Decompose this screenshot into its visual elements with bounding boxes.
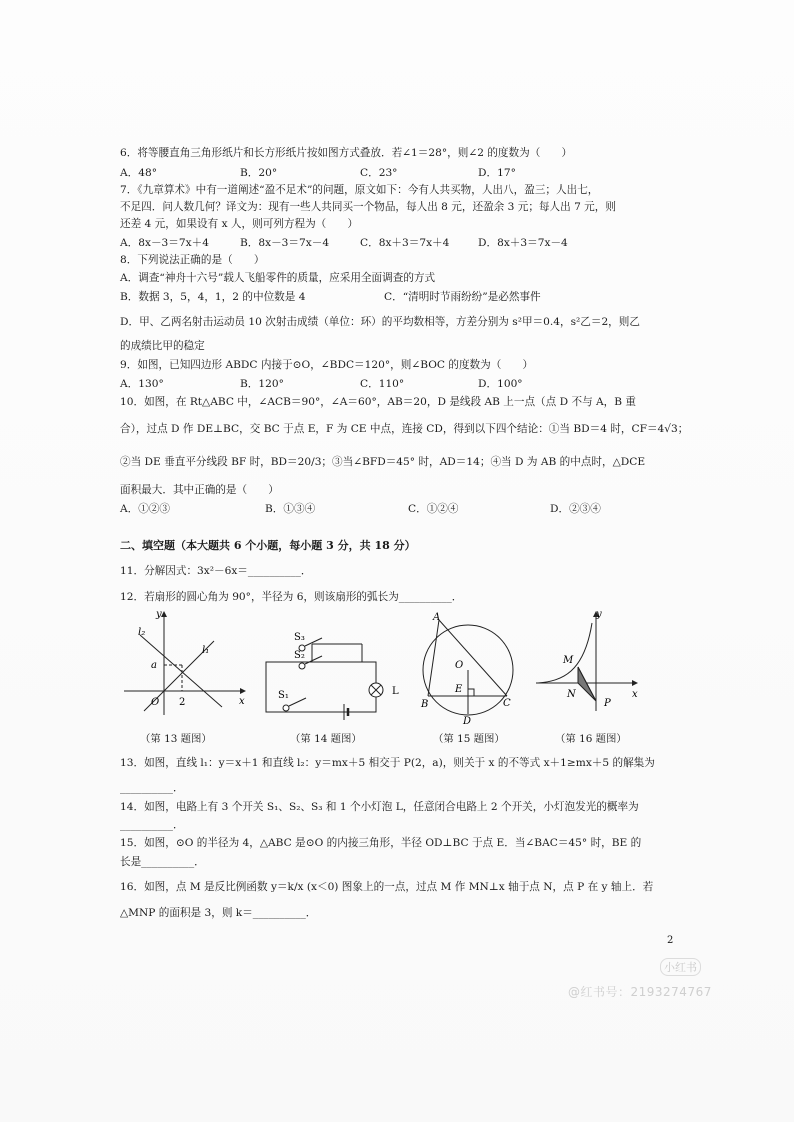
fig13-caption: （第 13 题图） xyxy=(140,733,212,745)
q7-option-d: D．8x＋3＝7x－4 xyxy=(478,237,568,249)
q10-option-b: B．①③④ xyxy=(265,503,316,515)
fig14-s1-label: S₁ xyxy=(278,690,289,701)
q15-line2: 长是__________． xyxy=(120,856,205,868)
q8-option-c: C．“清明时节雨纷纷”是必然事件 xyxy=(384,291,541,303)
q6-stem: 6．将等腰直角三角形纸片和长方形纸片按如图方式叠放．若∠1＝28°，则∠2 的度数为（ ） xyxy=(120,147,573,159)
q12: 12．若扇形的圆心角为 90°，半径为 6，则该扇形的弧长为__________． xyxy=(120,591,463,603)
section-title: 二、填空题（本大题共 6 个小题，每小题 3 分，共 18 分） xyxy=(120,539,416,552)
fig16-n-label: N xyxy=(567,689,576,700)
fig15-o-label: O xyxy=(455,660,464,671)
q13-line1: 13．如图，直线 l₁：y＝x＋1 和直线 l₂：y＝mx＋5 相交于 P(2，a)，则关于 x 的不等式 x＋1≥mx＋5 的解集为 xyxy=(120,757,655,769)
q6-option-b: B．20° xyxy=(240,167,278,179)
q7-line2: 不足四．问人数几何？译文为：现有一些人共同买一个物品，每人出 8 元，还盈余 3 元；每人出 7 元，则 xyxy=(120,201,616,213)
q11: 11．分解因式：3x²－6x＝__________． xyxy=(120,565,312,577)
q6-option-a: A．48° xyxy=(120,167,158,179)
figure-15 xyxy=(415,610,525,728)
fig15-d-label: D xyxy=(463,716,472,727)
q7-option-c: C．8x＋3＝7x＋4 xyxy=(360,237,450,249)
fig13-x-label: x xyxy=(239,696,245,707)
q7-option-a: A．8x－3＝7x＋4 xyxy=(120,237,209,249)
q9-option-c: C．110° xyxy=(360,378,405,390)
figure-16 xyxy=(532,607,642,715)
watermark-id: @红书号：2193274767 xyxy=(568,985,712,999)
figure-14 xyxy=(258,628,408,720)
fig14-s2-label: S₂ xyxy=(294,650,305,661)
fig15-e-label: E xyxy=(455,684,463,695)
fig15-c-label: C xyxy=(503,698,511,709)
q16-line1: 16．如图，点 M 是反比例函数 y＝k/x (x＜0) 图象上的一点，过点 M 作 MN⊥x 轴于点 N，点 P 在 y 轴上．若 xyxy=(120,881,654,893)
q8-option-d-line1: D．甲、乙两名射击运动员 10 次射击成绩（单位：环）的平均数相等，方差分别为 s²甲＝0.4，s²乙＝2，则乙 xyxy=(120,316,640,328)
q10-option-c: C．①②④ xyxy=(408,503,459,515)
q15-line1: 15．如图，⊙O 的半径为 4，△ABC 是⊙O 的内接三角形，半径 OD⊥BC 于点 E．当∠BAC＝45° 时，BE 的 xyxy=(120,837,642,849)
q14-line2: __________． xyxy=(120,819,184,831)
fig14-lamp-label: L xyxy=(392,686,399,697)
q6-option-d: D．17° xyxy=(478,167,516,179)
fig13-a-label: a xyxy=(151,660,157,671)
fig13-l1-label: l₁ xyxy=(202,645,210,656)
q8-option-a: A．调查“神舟十六号”载人飞船零件的质量，应采用全面调查的方式 xyxy=(120,272,436,284)
q10-line2: 合），过点 D 作 DE⊥BC，交 BC 于点 E，F 为 CE 中点，连接 CD，得到以下四个结论：①当 BD＝4 时，CF＝4√3； xyxy=(120,423,689,435)
fig16-caption: （第 16 题图） xyxy=(555,733,627,745)
fig13-origin-label: O xyxy=(151,697,160,708)
q10-line3: ②当 DE 垂直平分线段 BF 时，BD＝20/3；③当∠BFD＝45° 时，AD＝14；④当 D 为 AB 的中点时，△DCE xyxy=(120,456,646,468)
q10-option-a: A．①②③ xyxy=(120,503,171,515)
fig16-m-label: M xyxy=(563,655,574,666)
q10-option-d: D．②③④ xyxy=(550,503,601,515)
fig16-y-label: y xyxy=(596,609,602,620)
q14-line1: 14．如图，电路上有 3 个开关 S₁、S₂、S₃ 和 1 个小灯泡 L，任意闭合电路上 2 个开关，小灯泡发光的概率为 xyxy=(120,801,639,813)
q9-option-d: D．100° xyxy=(478,378,523,390)
q13-line2: __________． xyxy=(120,782,184,794)
q9-option-a: A．130° xyxy=(120,378,164,390)
fig14-s3-label: S₃ xyxy=(294,632,305,643)
fig15-a-label: A xyxy=(433,612,441,623)
fig13-two-label: 2 xyxy=(179,697,186,708)
q7-line1: 7．《九章算术》中有一道阐述“盈不足术”的问题，原文如下：今有人共买物，人出八，盈三；人出七， xyxy=(120,184,599,196)
watermark-logo: 小红书 xyxy=(660,958,701,976)
page-number: 2 xyxy=(667,935,674,946)
fig13-l2-label: l₂ xyxy=(138,627,146,638)
q8-stem: 8．下列说法正确的是（ ） xyxy=(120,254,265,266)
q10-line1: 10．如图，在 Rt△ABC 中，∠ACB＝90°，∠A＝60°，AB＝20，D 是线段 AB 上一点（点 D 不与 A，B 重 xyxy=(120,396,637,408)
fig16-p-label: P xyxy=(604,698,611,709)
q7-option-b: B．8x－3＝7x－4 xyxy=(240,237,330,249)
fig14-caption: （第 14 题图） xyxy=(290,733,362,745)
fig13-y-label: y xyxy=(156,609,162,620)
q8-option-d-line2: 的成绩比甲的稳定 xyxy=(120,340,205,352)
q8-option-b: B．数据 3，5，4，1，2 的中位数是 4 xyxy=(120,291,306,303)
q6-option-c: C．23° xyxy=(360,167,398,179)
q9-stem: 9．如图，已知四边形 ABDC 内接于⊙O，∠BDC＝120°，则∠BOC 的度数为（ ） xyxy=(120,359,534,371)
q16-line2: △MNP 的面积是 3，则 k＝__________． xyxy=(120,907,317,919)
q9-option-b: B．120° xyxy=(240,378,284,390)
fig15-b-label: B xyxy=(421,699,429,710)
fig16-x-label: x xyxy=(632,689,638,700)
fig15-caption: （第 15 题图） xyxy=(433,733,505,745)
figure-13 xyxy=(118,607,253,719)
q10-line4: 面积最大．其中正确的是（ ） xyxy=(120,484,279,496)
q7-line3: 还差 4 元，如果设有 x 人，则可列方程为（ ） xyxy=(120,218,359,230)
